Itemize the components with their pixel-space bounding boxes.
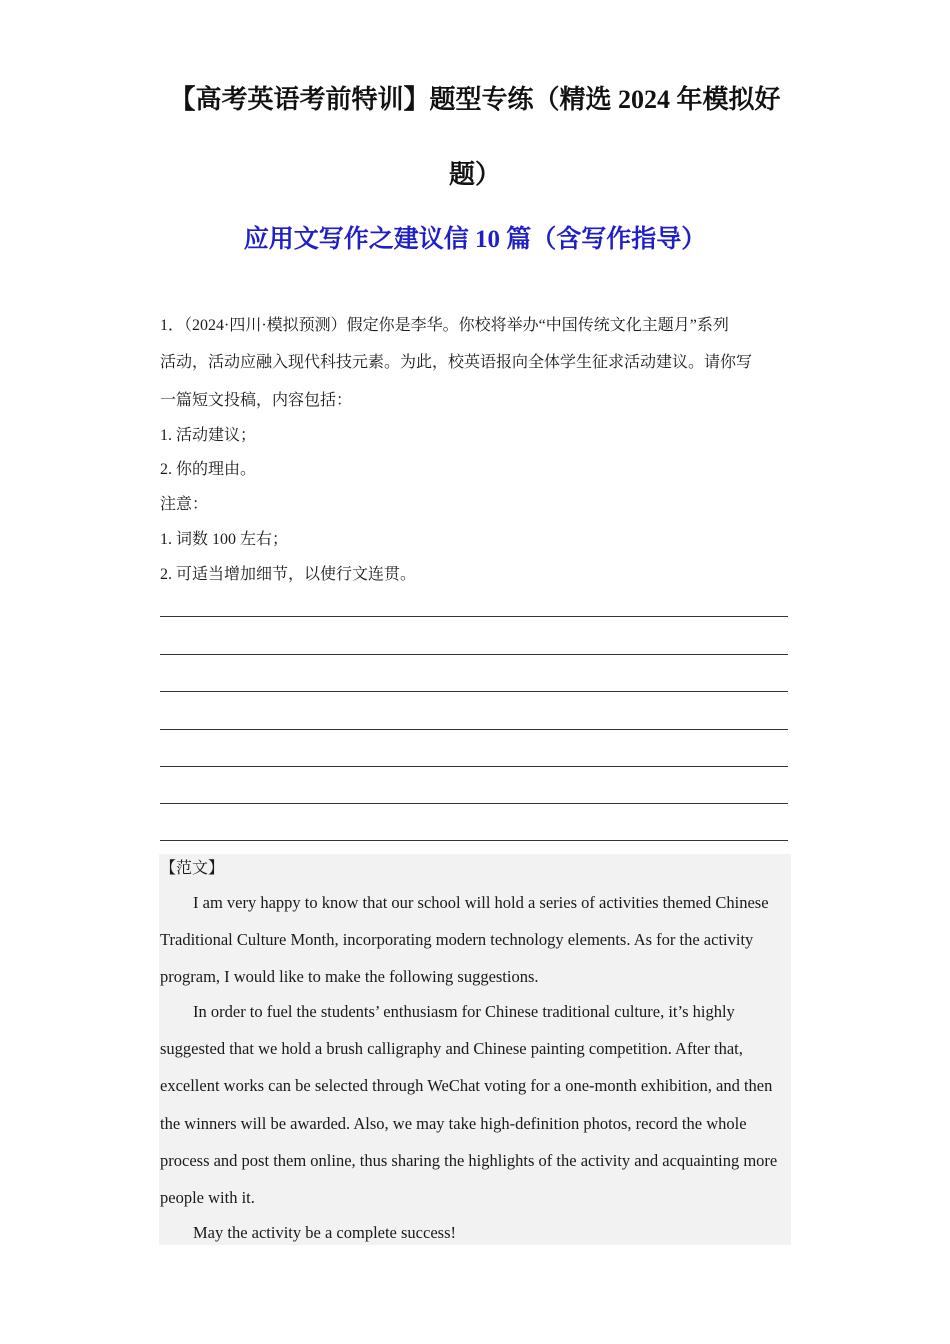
answer-line-3 (160, 691, 788, 692)
sample-essay-line-7: the winners will be awarded. Also, we may take high-definition photos, record the whole (160, 1114, 747, 1133)
sample-essay-line-6: excellent works can be selected through WeChat voting for a one-month exhibition, and then (160, 1076, 773, 1095)
note-label: 注意： (160, 496, 209, 513)
sample-essay-line-9: people with it. (160, 1188, 255, 1207)
sample-essay-line-5: suggested that we hold a brush calligraphy and Chinese painting competition. After that, (160, 1039, 743, 1058)
sample-essay-line-10: May the activity be a complete success! (193, 1223, 456, 1242)
content-point-2: 2. 你的理由。 (160, 461, 257, 478)
question-prompt-line-1: 1．（2024·四川·模拟预测）假定你是李华。你校将举办“中国传统文化主题月”系列 (160, 317, 729, 334)
answer-line-6 (160, 803, 788, 804)
answer-line-7 (160, 840, 788, 841)
section-subtitle: 应用文写作之建议信 10 篇（含写作指导） (243, 226, 707, 253)
sample-essay-line-2: Traditional Culture Month, incorporating modern technology elements. As for the activity (160, 930, 754, 949)
answer-line-5 (160, 766, 788, 767)
sample-essay-line-3: program, I would like to make the following suggestions. (160, 967, 539, 986)
sample-essay-line-8: process and post them online, thus sharing the highlights of the activity and acquainting more (160, 1151, 778, 1170)
sample-essay-line-4: In order to fuel the students’ enthusiasm for Chinese traditional culture, it’s highly (193, 1002, 735, 1021)
answer-line-1 (160, 616, 788, 617)
page-title-line-2: 题） (448, 160, 501, 189)
note-item-1: 1. 词数 100 左右； (160, 531, 289, 548)
question-prompt-line-3: 一篇短文投稿，内容包括： (160, 392, 353, 409)
answer-line-2 (160, 654, 788, 655)
answer-line-4 (160, 729, 788, 730)
sample-essay-line-1: I am very happy to know that our school will hold a series of activities themed Chinese (193, 893, 769, 912)
question-prompt-line-2: 活动，活动应融入现代科技元素。为此，校英语报向全体学生征求活动建议。请你写 (160, 354, 753, 371)
content-point-1: 1. 活动建议； (160, 427, 257, 444)
page-title-line-1: 【高考英语考前特训】题型专练（精选 2024 年模拟好 (169, 85, 781, 114)
sample-essay-label: 【范文】 (160, 860, 225, 877)
note-item-2: 2. 可适当增加细节，以使行文连贯。 (160, 566, 417, 583)
